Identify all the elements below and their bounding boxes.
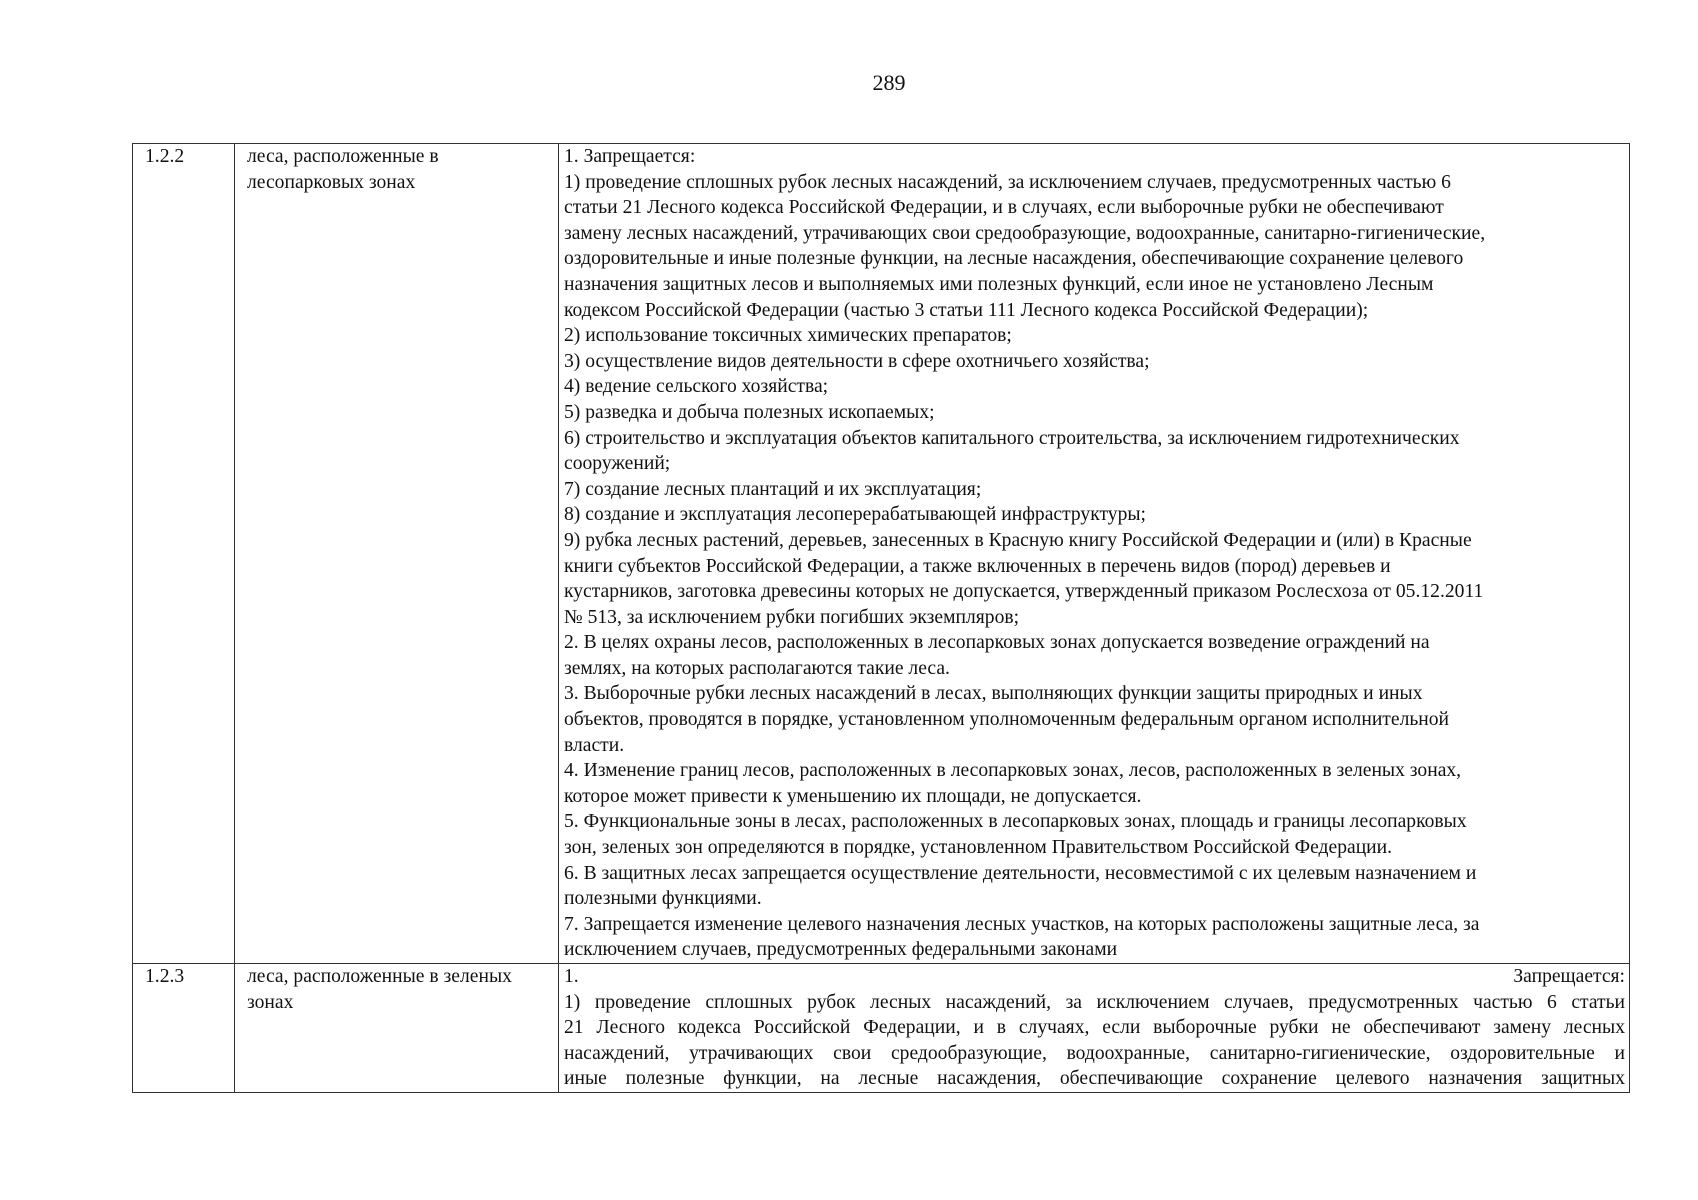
regulation-text-line: 4) ведение сельского хозяйства; bbox=[564, 376, 829, 398]
forest-category-line: зонах bbox=[247, 991, 294, 1013]
regulation-text-line: 6) строительство и эксплуатация объектов капитального строительства, за исключением гидротехнических bbox=[564, 427, 1460, 449]
table-row bbox=[133, 144, 1630, 964]
row-number-cell bbox=[133, 964, 235, 1093]
regulation-text-line: кустарников, заготовка древесины которых не допускается, утвержденный приказом Рослесхоза от 05.12.2011 bbox=[564, 581, 1484, 603]
regulation-text-line: 2) использование токсичных химических препаратов; bbox=[564, 325, 1012, 347]
regulation-text-line: 9) рубка лесных растений, деревьев, занесенных в Красную книгу Российской Федерации и (или) в Красные bbox=[564, 529, 1472, 551]
regulation-text-cell bbox=[559, 144, 1630, 964]
regulation-text-line: 1) проведение сплошных рубок лесных насаждений, за исключением случаев, предусмотренных частью 6 статьи bbox=[564, 991, 1625, 1013]
regulation-text-line: статьи 21 Лесного кодекса Российской Федерации, и в случаях, если выборочные рубки не обеспечивают bbox=[564, 197, 1444, 219]
regulation-text-line: власти. bbox=[564, 734, 625, 756]
regulation-text-line: 5. Функциональные зоны в лесах, расположенных в лесопарковых зонах, площадь и границы лесопарковых bbox=[564, 811, 1467, 833]
regulation-text-line: 3) осуществление видов деятельности в сфере охотничьего хозяйства; bbox=[564, 350, 1150, 372]
regulation-text-line: 5) разведка и добыча полезных ископаемых; bbox=[564, 401, 935, 423]
regulation-text-line: кодексом Российской Федерации (частью 3 статьи 111 Лесного кодекса Российской Федерации); bbox=[564, 299, 1369, 321]
regulation-text-line: оздоровительные и иные полезные функции, на лесные насаждения, обеспечивающие сохранение целевого bbox=[564, 248, 1464, 270]
regulation-text-line: объектов, проводятся в порядке, установленном уполномоченным федеральным органом исполнительной bbox=[564, 709, 1450, 731]
regulation-text bbox=[564, 144, 1625, 963]
forest-category-line: леса, расположенные в bbox=[247, 146, 439, 167]
regulations-table bbox=[132, 143, 1630, 1093]
regulation-text-line: 21 Лесного кодекса Российской Федерации, и в случаях, если выборочные рубки не обеспечивают замену лесных bbox=[564, 1017, 1625, 1039]
regulation-text-line: 8) создание и эксплуатация лесоперерабатывающей инфраструктуры; bbox=[564, 504, 1146, 526]
regulation-text-line: 4. Изменение границ лесов, расположенных в лесопарковых зонах, лесов, расположенных в зеленых зонах, bbox=[564, 760, 1462, 782]
regulation-text-line: 6. В защитных лесах запрещается осуществление деятельности, несовместимой с их целевым назначением и bbox=[564, 862, 1477, 884]
table-row bbox=[133, 964, 1630, 1093]
regulation-text-line: книги субъектов Российской Федерации, а также включенных в перечень видов (пород) деревьев и bbox=[564, 555, 1391, 577]
regulation-text bbox=[564, 964, 1625, 1092]
regulation-text-line: назначения защитных лесов и выполняемых ими полезных функций, если иное не установлено Лесным bbox=[564, 273, 1434, 295]
row-number: 1.2.2 bbox=[145, 146, 185, 167]
regulation-text-line: иные полезные функции, на лесные насаждения, обеспечивающие сохранение целевого назначения защитных bbox=[564, 1068, 1625, 1090]
page-number: 289 bbox=[872, 70, 906, 95]
forest-category-line: леса, расположенные в зеленых bbox=[247, 966, 512, 987]
forest-category-cell bbox=[235, 964, 559, 1093]
regulation-text-line: зон, зеленых зон определяются в порядке, установленном Правительством Российской Федерации. bbox=[564, 837, 1393, 859]
regulation-text-line: полезными функциями. bbox=[564, 888, 762, 910]
table-body bbox=[133, 144, 1630, 1093]
regulation-text-line: которое может привести к уменьшению их площади, не допускается. bbox=[564, 785, 1142, 807]
regulation-text-line: 1. Запрещается: bbox=[564, 146, 696, 167]
regulation-text-line: землях, на которых располагаются такие леса. bbox=[564, 657, 950, 679]
regulation-text-line: 7) создание лесных плантаций и их эксплуатация; bbox=[564, 478, 982, 500]
regulation-text-line: сооружений; bbox=[564, 453, 671, 475]
forest-category-line: лесопарковых зонах bbox=[247, 171, 416, 193]
forest-category-cell bbox=[235, 144, 559, 964]
regulation-text-line: насаждений, утрачивающих свои средообразующие, водоохранные, санитарно-гигиенические, оздоровительные и bbox=[564, 1042, 1625, 1064]
regulation-text-line: 1. Запрещается: bbox=[564, 966, 1625, 987]
regulation-text-line: замену лесных насаждений, утрачивающих свои средообразующие, водоохранные, санитарно-гигиенические, bbox=[564, 222, 1486, 244]
regulation-text-line: исключением случаев, предусмотренных федеральными законами bbox=[564, 939, 1118, 961]
row-number: 1.2.3 bbox=[145, 966, 185, 987]
regulation-text-line: № 513, за исключением рубки погибших экземпляров; bbox=[564, 606, 1020, 628]
regulation-text-line: 7. Запрещается изменение целевого назначения лесных участков, на которых расположены защитные леса, за bbox=[564, 913, 1480, 935]
regulation-text-line: 2. В целях охраны лесов, расположенных в лесопарковых зонах допускается возведение ограждений на bbox=[564, 632, 1430, 654]
regulation-text-cell bbox=[559, 964, 1630, 1093]
row-number-cell bbox=[133, 144, 235, 964]
regulation-text-line: 3. Выборочные рубки лесных насаждений в лесах, выполняющих функции защиты природных и иных bbox=[564, 683, 1423, 705]
regulation-text-line: 1) проведение сплошных рубок лесных насаждений, за исключением случаев, предусмотренных частью 6 bbox=[564, 171, 1451, 193]
